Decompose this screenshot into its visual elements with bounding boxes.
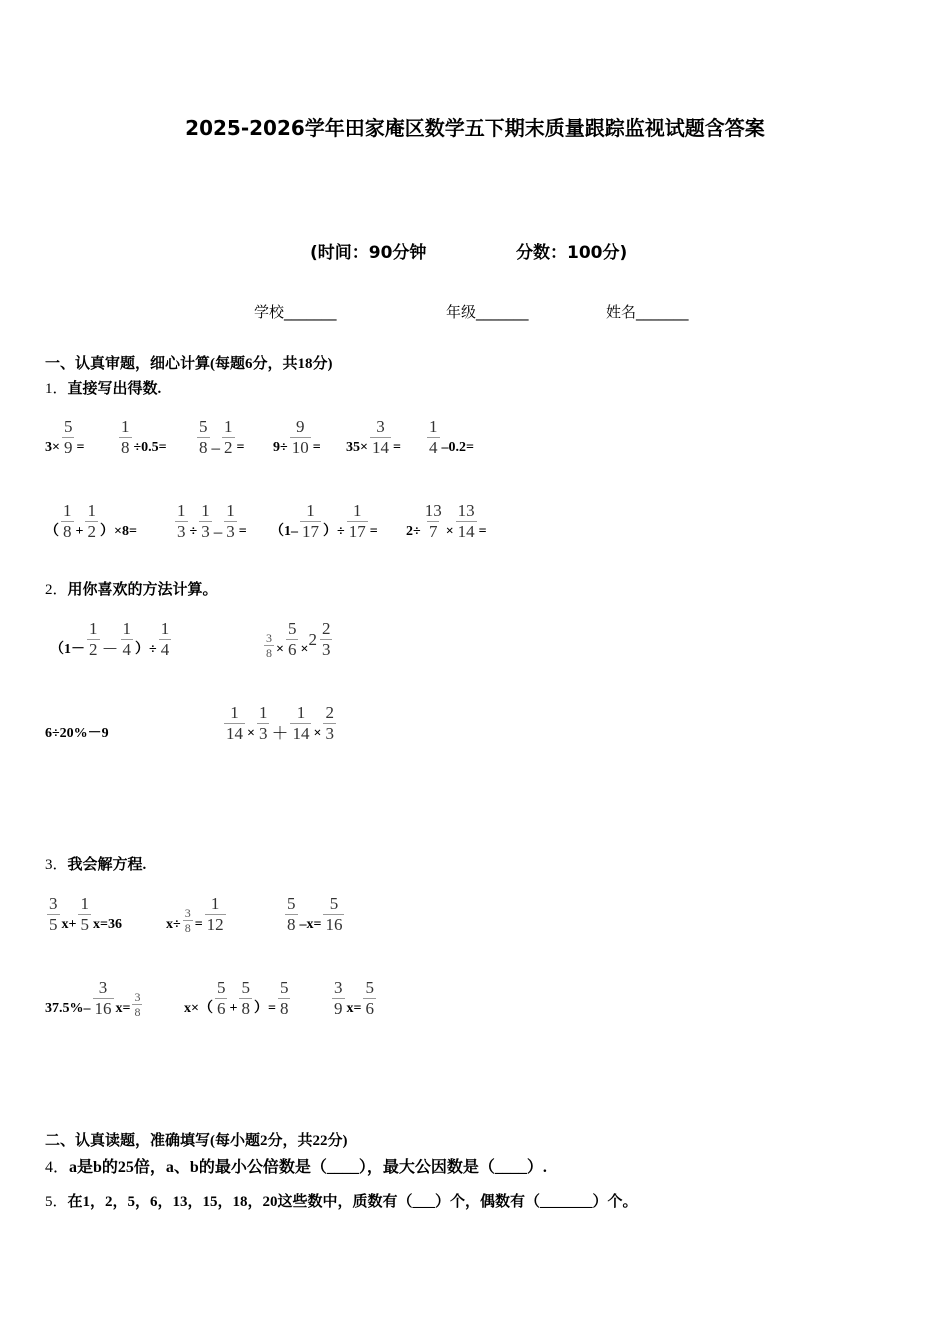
question-number: 1． xyxy=(45,381,68,397)
fraction xyxy=(175,501,188,542)
fraction xyxy=(87,619,100,660)
expr-text: = xyxy=(236,440,245,455)
denominator: 8 xyxy=(134,1005,141,1019)
expr-text: （1－ xyxy=(50,642,85,657)
fraction xyxy=(257,703,270,744)
denominator: 5 xyxy=(80,915,89,934)
expr-text: x×（ xyxy=(184,1001,213,1016)
denominator: 4 xyxy=(122,640,131,659)
denominator: 8 xyxy=(279,999,289,1018)
fraction xyxy=(132,990,142,1019)
fraction xyxy=(290,417,311,458)
expr-text: ÷ xyxy=(189,524,198,539)
q1-expr-6 xyxy=(425,408,474,458)
expr-text: = xyxy=(238,524,247,539)
expr-text: × xyxy=(247,726,255,741)
school-field: 学校_______ xyxy=(254,303,337,321)
numerator: 5 xyxy=(241,978,250,997)
question-number: 4． xyxy=(45,1159,70,1176)
grade-field: 年级_______ xyxy=(446,303,529,321)
expr-text: ）= xyxy=(253,1001,276,1016)
exam-score: 分数：100分) xyxy=(516,243,628,263)
q1-expr-7 xyxy=(45,492,137,542)
expr-text: × xyxy=(276,642,284,657)
expr-text: ＋ xyxy=(271,724,289,743)
numerator: 5 xyxy=(329,894,339,913)
denominator: 12 xyxy=(206,915,224,934)
numerator: 1 xyxy=(230,703,239,722)
expr-text: = xyxy=(312,440,321,455)
expr-text: × xyxy=(313,726,322,741)
expr-text: –0.2= xyxy=(441,440,474,455)
fraction xyxy=(264,631,274,660)
denominator: 10 xyxy=(291,438,309,457)
denominator: 8 xyxy=(287,915,296,934)
expr-text: 3× xyxy=(45,440,60,455)
denominator: 9 xyxy=(334,999,343,1018)
numerator: 3 xyxy=(134,990,141,1004)
q1-expr-3 xyxy=(195,408,244,458)
expr-text: ÷0.5= xyxy=(133,440,167,455)
mixed-number xyxy=(308,619,334,660)
expr-text: – xyxy=(213,522,223,541)
question-text: 用你喜欢的方法计算。 xyxy=(67,582,218,598)
fraction xyxy=(427,417,440,458)
denominator: 2 xyxy=(89,640,98,659)
q2-expr-4 xyxy=(222,694,338,744)
q1-expr-4 xyxy=(273,408,321,458)
fraction xyxy=(370,417,391,458)
numerator: 1 xyxy=(63,501,72,520)
fraction xyxy=(93,978,114,1019)
fraction xyxy=(61,501,74,542)
expr-text: x= xyxy=(115,1001,131,1016)
q3-eq-3 xyxy=(283,885,346,935)
numerator: 1 xyxy=(210,894,220,913)
numerator: 5 xyxy=(287,894,296,913)
numerator: 1 xyxy=(296,703,306,722)
numerator: 3 xyxy=(376,417,385,436)
expr-text: x÷ xyxy=(166,917,181,932)
question-1 xyxy=(45,377,161,398)
fraction xyxy=(224,703,245,744)
fraction xyxy=(278,978,291,1019)
numerator: 5 xyxy=(216,978,226,997)
denominator: 4 xyxy=(160,640,170,659)
q2-expr-2 xyxy=(262,610,334,660)
q3-eq-6 xyxy=(330,969,378,1019)
fraction xyxy=(332,978,345,1019)
numerator: 13 xyxy=(457,501,475,520)
numerator: 1 xyxy=(160,619,170,638)
fraction xyxy=(222,417,235,458)
page-title: 2025-2026学年田家庵区数学五下期末质量跟踪监视试题含答案 xyxy=(185,116,765,140)
fraction xyxy=(47,894,60,935)
expr-text: 6÷20%－9 xyxy=(45,726,109,741)
expr-text: x= xyxy=(346,1001,362,1016)
expr-text: （1– xyxy=(270,524,298,539)
numerator: 1 xyxy=(201,501,210,520)
numerator: 1 xyxy=(80,894,89,913)
expr-text: + xyxy=(75,524,84,539)
numerator: 2 xyxy=(325,703,334,722)
question-2 xyxy=(45,578,218,599)
fraction xyxy=(285,894,298,935)
expr-text: ）÷ xyxy=(323,524,345,539)
expr-text: － xyxy=(101,640,119,659)
denominator: 3 xyxy=(226,522,235,541)
expr-text: = xyxy=(76,440,85,455)
fraction xyxy=(224,501,237,542)
q3-eq-4 xyxy=(45,969,144,1019)
question-number: 3． xyxy=(45,857,68,873)
expr-text: –x= xyxy=(299,917,322,932)
expr-text: （ xyxy=(45,524,59,539)
denominator: 3 xyxy=(201,522,210,541)
fraction xyxy=(85,501,98,542)
fraction xyxy=(205,894,226,935)
fraction xyxy=(199,501,212,542)
numerator: 1 xyxy=(121,417,130,436)
numerator: 13 xyxy=(424,501,442,520)
expr-text: ）×8= xyxy=(99,524,137,539)
fraction xyxy=(62,417,75,458)
denominator: 14 xyxy=(292,724,310,743)
numerator: 1 xyxy=(224,417,233,436)
fraction xyxy=(197,417,210,458)
denominator: 2 xyxy=(224,438,233,457)
numerator: 1 xyxy=(352,501,362,520)
numerator: 3 xyxy=(266,631,272,645)
denominator: 3 xyxy=(325,724,334,743)
section-1-heading: 一、认真审题，细心计算(每题6分，共18分) xyxy=(45,356,333,372)
fraction xyxy=(347,501,368,542)
q1-expr-2 xyxy=(117,408,167,458)
fraction xyxy=(78,894,91,935)
denominator: 6 xyxy=(365,999,374,1018)
denominator: 4 xyxy=(429,438,438,457)
denominator: 6 xyxy=(216,999,226,1018)
section-2-heading: 二、认真读题，准确填写(每小题2分，共22分) xyxy=(45,1133,348,1149)
fraction xyxy=(290,703,311,744)
expr-text: 37.5%– xyxy=(45,1001,91,1016)
denominator: 8 xyxy=(266,646,272,660)
q1-expr-8 xyxy=(173,492,247,542)
numerator: 1 xyxy=(177,501,186,520)
question-text: 在1，2，5，6，13，15，18，20这些数中，质数有（___）个，偶数有（_______）个。 xyxy=(67,1194,638,1210)
question-text: a是b的25倍，a、b的最小公倍数是（____），最大公因数是（____）. xyxy=(69,1159,547,1176)
denominator: 3 xyxy=(321,640,331,659)
expr-text: ）÷ xyxy=(135,642,157,657)
denominator: 17 xyxy=(302,522,319,541)
denominator: 14 xyxy=(457,522,475,541)
denominator: 8 xyxy=(63,522,72,541)
numerator: 3 xyxy=(334,978,343,997)
numerator: 1 xyxy=(429,417,438,436)
denominator: 14 xyxy=(371,438,389,457)
numerator: 3 xyxy=(49,894,58,913)
numerator: 1 xyxy=(89,619,98,638)
numerator: 1 xyxy=(226,501,235,520)
denominator: 3 xyxy=(177,522,186,541)
q2-expr-1 xyxy=(50,610,173,660)
q3-eq-5 xyxy=(184,969,292,1019)
numerator: 1 xyxy=(258,703,268,722)
denominator: 6 xyxy=(287,640,297,659)
q3-eq-1 xyxy=(45,885,122,935)
fraction xyxy=(286,619,299,660)
whole-part: 2 xyxy=(308,629,317,649)
fraction xyxy=(119,417,132,458)
fraction xyxy=(363,978,376,1019)
denominator: 8 xyxy=(121,438,130,457)
expr-text: × xyxy=(445,524,454,539)
numerator: 2 xyxy=(321,619,331,638)
question-text: 我会解方程. xyxy=(67,857,147,873)
denominator: 9 xyxy=(63,438,73,457)
numerator: 5 xyxy=(63,417,73,436)
expr-text: × xyxy=(300,642,309,657)
exam-time: (时间：90分钟 xyxy=(310,243,427,263)
fraction xyxy=(456,501,477,542)
numerator: 1 xyxy=(87,501,96,520)
question-3 xyxy=(45,853,146,874)
denominator: 2 xyxy=(87,522,96,541)
numerator: 3 xyxy=(184,906,191,920)
expr-text: = xyxy=(369,524,378,539)
q1-expr-10 xyxy=(406,492,487,542)
expr-text: = xyxy=(478,524,487,539)
denominator: 16 xyxy=(325,915,343,934)
q2-expr-3 xyxy=(45,694,109,744)
q1-expr-1 xyxy=(45,408,84,458)
question-number: 2． xyxy=(45,582,68,598)
expr-text: x+ xyxy=(61,917,77,932)
fraction xyxy=(323,894,344,935)
fraction xyxy=(121,619,134,660)
name-field: 姓名_______ xyxy=(606,303,689,321)
expr-text: 35× xyxy=(346,440,368,455)
expr-text: + xyxy=(229,1001,238,1016)
question-number: 5． xyxy=(45,1194,68,1210)
fraction xyxy=(239,978,252,1019)
fraction xyxy=(215,978,228,1019)
denominator: 3 xyxy=(258,724,268,743)
denominator: 14 xyxy=(226,724,243,743)
denominator: 8 xyxy=(199,438,208,457)
question-5 xyxy=(45,1190,638,1211)
fraction xyxy=(320,619,333,660)
q1-expr-9 xyxy=(270,492,378,542)
numerator: 5 xyxy=(365,978,374,997)
numerator: 5 xyxy=(199,417,208,436)
denominator: 16 xyxy=(94,999,112,1018)
denominator: 8 xyxy=(184,921,191,935)
denominator: 8 xyxy=(241,999,250,1018)
fraction xyxy=(300,501,321,542)
denominator: 17 xyxy=(348,522,366,541)
q3-eq-2 xyxy=(166,885,228,935)
numerator: 9 xyxy=(295,417,305,436)
expr-text: = xyxy=(392,440,401,455)
fraction xyxy=(159,619,172,660)
fraction xyxy=(423,501,444,542)
numerator: 5 xyxy=(279,978,289,997)
question-4 xyxy=(45,1154,547,1177)
numerator: 5 xyxy=(287,619,297,638)
expr-text: 9÷ xyxy=(273,440,288,455)
denominator: 5 xyxy=(49,915,58,934)
question-text: 直接写出得数. xyxy=(67,381,162,397)
denominator: 7 xyxy=(428,522,438,541)
numerator: 1 xyxy=(122,619,131,638)
expr-text: x=36 xyxy=(92,917,122,932)
numerator: 1 xyxy=(306,501,315,520)
q1-expr-5 xyxy=(346,408,401,458)
expr-text: – xyxy=(211,438,220,457)
fraction xyxy=(183,906,193,935)
numerator: 3 xyxy=(98,978,108,997)
fraction xyxy=(323,703,336,744)
expr-text: 2÷ xyxy=(406,524,421,539)
expr-text: = xyxy=(194,917,203,932)
